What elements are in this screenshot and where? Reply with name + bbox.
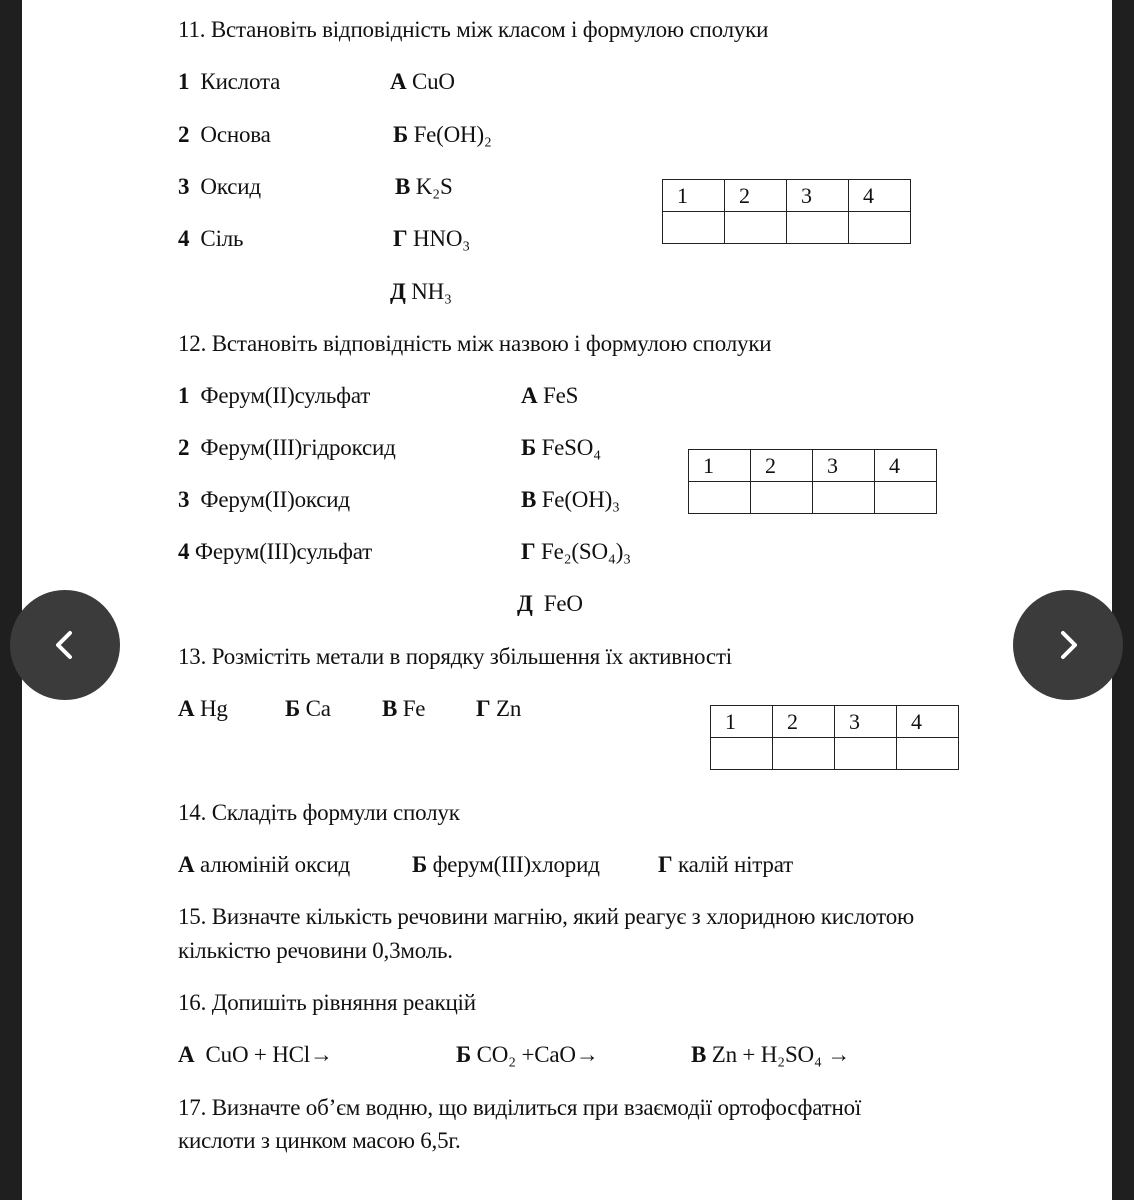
table-header: 1 — [689, 450, 751, 482]
q11-option-b: Б Fe(OH)₂ — [393, 122, 492, 147]
table-header: 2 — [751, 450, 813, 482]
viewer-left-edge — [0, 0, 22, 1200]
q12-option-d: Д FeO — [517, 591, 583, 616]
table-header: 3 — [835, 706, 897, 738]
q12-item-1: 1 Ферум(ІІ)сульфат — [178, 383, 371, 408]
table-header: 1 — [663, 180, 725, 212]
chevron-right-icon — [1048, 625, 1088, 665]
question-11-title: 11. Встановіть відповідність між класом і формулою сполуки — [178, 17, 769, 42]
table-header: 1 — [711, 706, 773, 738]
q12-option-a: А FeS — [521, 383, 579, 408]
q11-option-g: Г HNO₃ — [393, 226, 471, 251]
question-17-line-2: кислоти з цинком масою 6,5г. — [178, 1128, 461, 1153]
question-14-title: 14. Складіть формули сполук — [178, 800, 460, 825]
question-17-line-1: 17. Визначте об’єм водню, що виділиться при взаємодії ортофосфатної — [178, 1095, 862, 1120]
q13-option-v: В Fe — [382, 696, 426, 721]
table-header: 2 — [773, 706, 835, 738]
q12-item-2: 2 Ферум(ІІІ)гідроксид — [178, 435, 396, 460]
q13-option-g: Г Zn — [476, 696, 522, 721]
q11-option-d: Д NH₃ — [390, 279, 452, 304]
table-header: 4 — [897, 706, 959, 738]
q11-item-4: 4 Сіль — [178, 226, 244, 251]
table-header: 4 — [849, 180, 911, 212]
q14-option-b: Б ферум(ІІІ)хлорид — [412, 852, 600, 877]
q11-option-v: В K₂S — [395, 174, 453, 199]
answer-cell — [725, 212, 787, 244]
q16-option-v: В Zn + H₂SO₄ → — [691, 1042, 851, 1067]
answer-cell — [787, 212, 849, 244]
answer-cell — [875, 482, 937, 514]
answer-cell — [663, 212, 725, 244]
answer-cell — [897, 738, 959, 770]
q16-option-b: Б CO₂ +CaO→ — [456, 1042, 599, 1067]
q12-option-g: Г Fe₂(SO₄)₃ — [521, 539, 631, 564]
next-page-button[interactable] — [1013, 590, 1123, 700]
q11-option-a: А CuO — [390, 69, 455, 94]
q13-option-a: А Hg — [178, 696, 228, 721]
q12-item-4: 4 Ферум(ІІІ)сульфат — [178, 539, 373, 564]
previous-page-button[interactable] — [10, 590, 120, 700]
answer-cell — [751, 482, 813, 514]
q16-option-a: А CuO + HCl→ — [178, 1042, 333, 1067]
question-12-title: 12. Встановіть відповідність між назвою і формулою сполуки — [178, 331, 772, 356]
question-15-line-1: 15. Визначте кількість речовини магнію, який реагує з хлоридною кислотою — [178, 904, 914, 929]
question-16-title: 16. Допишіть рівняння реакцій — [178, 990, 476, 1015]
q13-answer-table — [710, 705, 959, 770]
q14-option-g: Г калій нітрат — [658, 852, 793, 877]
table-header: 3 — [787, 180, 849, 212]
answer-cell — [711, 738, 773, 770]
q11-answer-table — [662, 179, 911, 244]
q11-item-1: 1 Кислота — [178, 69, 281, 94]
q12-option-v: В Fe(OH)₃ — [521, 487, 620, 512]
viewer-right-edge — [1112, 0, 1134, 1200]
q12-answer-table — [688, 449, 937, 514]
table-header: 4 — [875, 450, 937, 482]
q11-item-3: 3 Оксид — [178, 174, 261, 199]
q12-item-3: 3 Ферум(ІІ)оксид — [178, 487, 350, 512]
answer-cell — [773, 738, 835, 770]
q14-option-a: А алюміній оксид — [178, 852, 350, 877]
question-13-title: 13. Розмістіть метали в порядку збільшення їх активності — [178, 644, 732, 669]
answer-cell — [689, 482, 751, 514]
chevron-left-icon — [45, 625, 85, 665]
question-15-line-2: кількістю речовини 0,3моль. — [178, 938, 453, 963]
answer-cell — [835, 738, 897, 770]
table-header: 3 — [813, 450, 875, 482]
answer-cell — [813, 482, 875, 514]
answer-cell — [849, 212, 911, 244]
q11-item-2: 2 Основа — [178, 122, 271, 147]
q13-option-b: Б Ca — [285, 696, 331, 721]
table-header: 2 — [725, 180, 787, 212]
q12-option-b: Б FeSO₄ — [521, 435, 601, 460]
